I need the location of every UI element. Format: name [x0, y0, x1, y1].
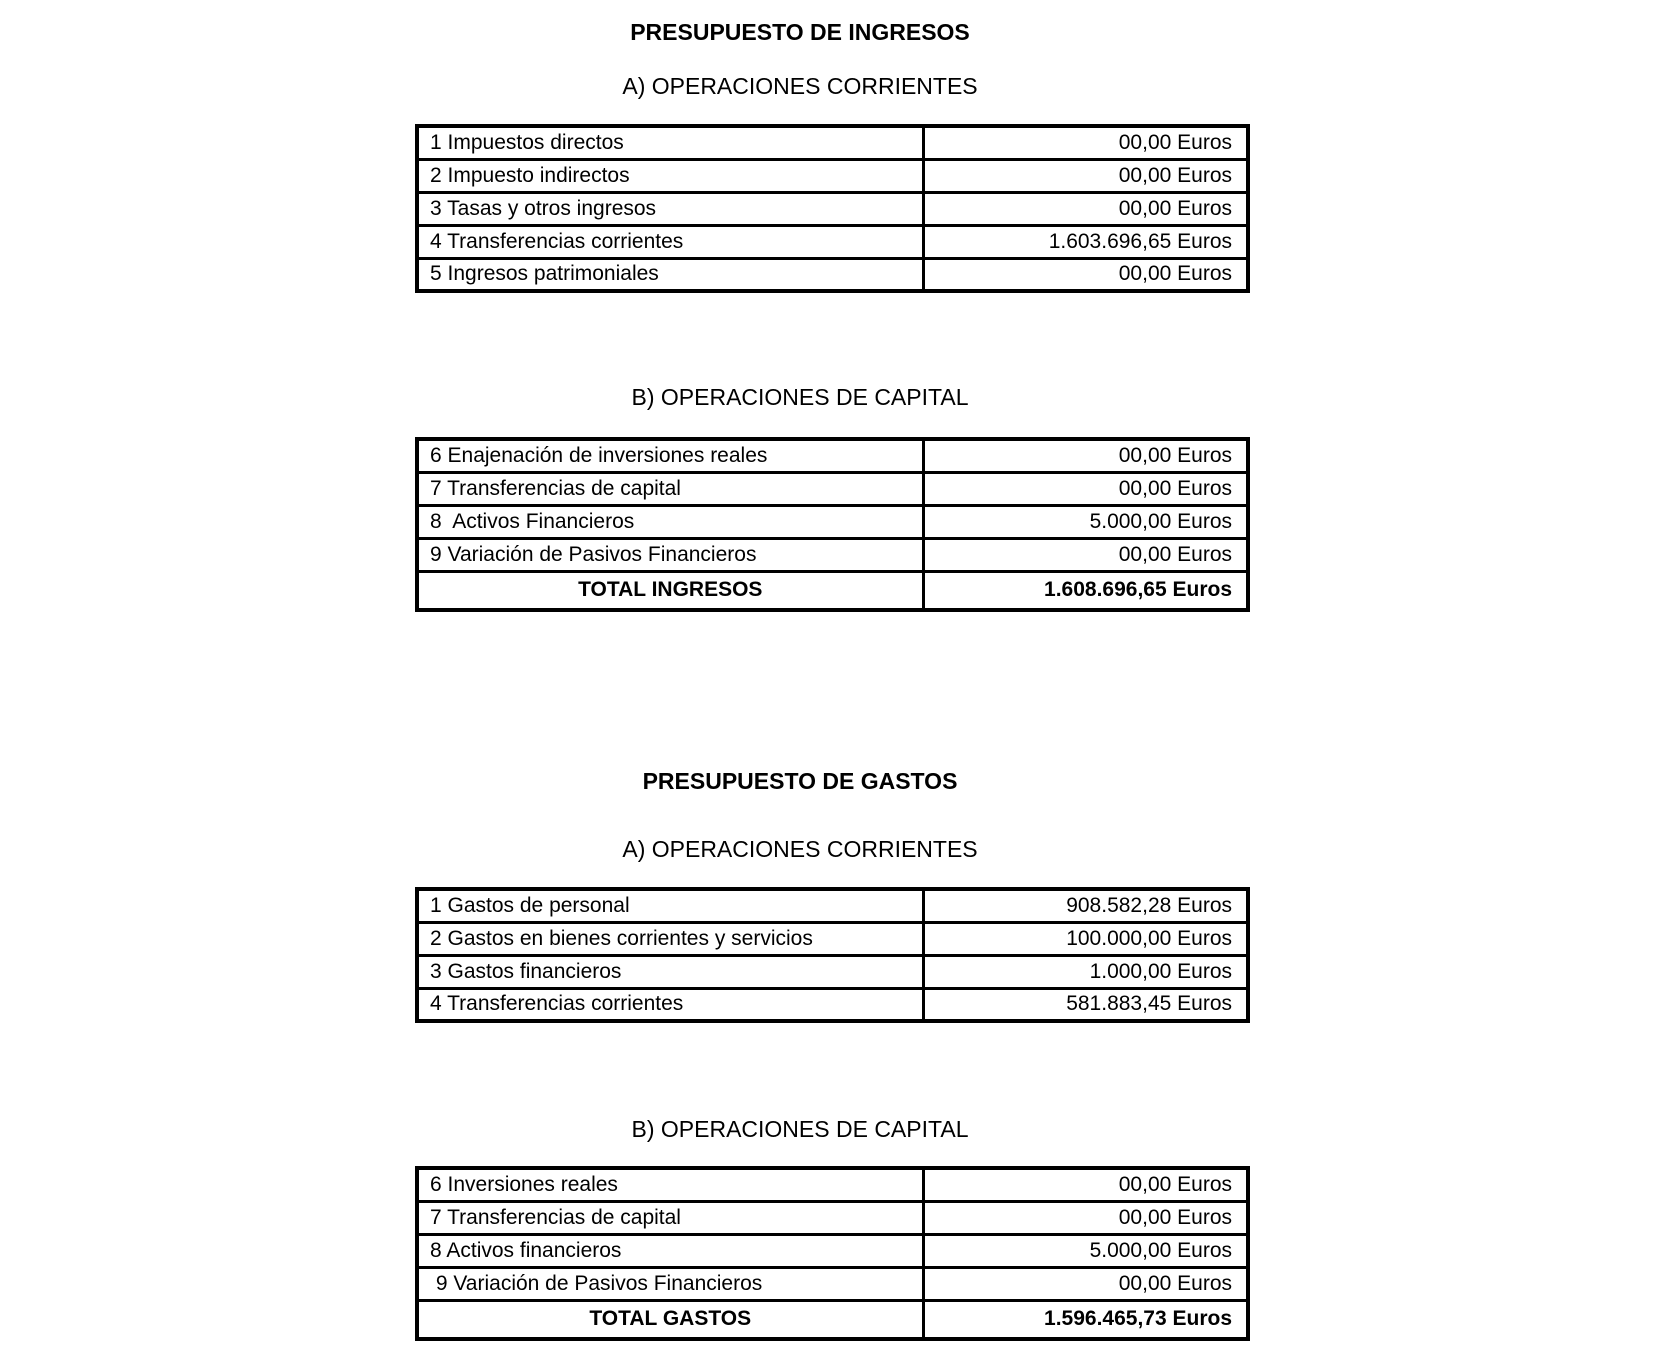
row-value: 00,00 Euros: [923, 258, 1248, 291]
table-row: [417, 126, 1248, 159]
table-row: [417, 955, 1248, 988]
table-row: [417, 225, 1248, 258]
table-gastos-corrientes: [415, 887, 1250, 1023]
total-value: 1.596.465,73 Euros: [923, 1300, 1248, 1339]
row-label: 3 Tasas y otros ingresos: [417, 192, 923, 225]
table-row: [417, 1168, 1248, 1201]
row-label: 7 Transferencias de capital: [417, 1201, 923, 1234]
table-row: [417, 1201, 1248, 1234]
total-row-ingresos: [417, 571, 1248, 610]
row-value: 00,00 Euros: [923, 192, 1248, 225]
row-label: 8 Activos financieros: [417, 1234, 923, 1267]
table-ingresos-corrientes: [415, 124, 1250, 293]
row-label: 1 Impuestos directos: [417, 126, 923, 159]
table-row: [417, 159, 1248, 192]
row-value: 100.000,00 Euros: [923, 922, 1248, 955]
table-row: [417, 505, 1248, 538]
table-row: [417, 1267, 1248, 1300]
row-label: 3 Gastos financieros: [417, 955, 923, 988]
budget-title-ingresos: PRESUPUESTO DE INGRESOS: [630, 19, 970, 45]
row-label: 5 Ingresos patrimoniales: [417, 258, 923, 291]
table-row: [417, 472, 1248, 505]
section-heading-ingresos-capital: B) OPERACIONES DE CAPITAL: [631, 384, 969, 410]
row-value: 908.582,28 Euros: [923, 889, 1248, 922]
row-value: 00,00 Euros: [923, 1168, 1248, 1201]
row-value: 00,00 Euros: [923, 439, 1248, 472]
row-label: 6 Inversiones reales: [417, 1168, 923, 1201]
table-row: [417, 258, 1248, 291]
table-row: [417, 192, 1248, 225]
table-row: [417, 1234, 1248, 1267]
row-value: 00,00 Euros: [923, 126, 1248, 159]
row-label: 4 Transferencias corrientes: [417, 225, 923, 258]
row-value: 5.000,00 Euros: [923, 1234, 1248, 1267]
table-row: [417, 889, 1248, 922]
row-label: 9 Variación de Pasivos Financieros: [417, 1267, 923, 1300]
section-heading-gastos-corrientes: A) OPERACIONES CORRIENTES: [622, 836, 978, 862]
row-value: 00,00 Euros: [923, 159, 1248, 192]
total-label: TOTAL GASTOS: [417, 1300, 923, 1339]
section-heading-gastos-capital: B) OPERACIONES DE CAPITAL: [631, 1116, 969, 1142]
row-value: 00,00 Euros: [923, 538, 1248, 571]
row-label: 7 Transferencias de capital: [417, 472, 923, 505]
row-label: 6 Enajenación de inversiones reales: [417, 439, 923, 472]
section-heading-ingresos-corrientes: A) OPERACIONES CORRIENTES: [622, 73, 978, 99]
table-row: [417, 439, 1248, 472]
table-gastos-capital: [415, 1166, 1250, 1341]
table-row: [417, 922, 1248, 955]
row-label: 2 Gastos en bienes corrientes y servicios: [417, 922, 923, 955]
row-value: 00,00 Euros: [923, 472, 1248, 505]
row-label: 9 Variación de Pasivos Financieros: [417, 538, 923, 571]
total-value: 1.608.696,65 Euros: [923, 571, 1248, 610]
row-value: 1.000,00 Euros: [923, 955, 1248, 988]
row-value: 581.883,45 Euros: [923, 988, 1248, 1021]
budget-title-gastos: PRESUPUESTO DE GASTOS: [642, 768, 958, 794]
row-label: 8 Activos Financieros: [417, 505, 923, 538]
table-ingresos-capital: [415, 437, 1250, 612]
row-label: 1 Gastos de personal: [417, 889, 923, 922]
row-label: 2 Impuesto indirectos: [417, 159, 923, 192]
total-label: TOTAL INGRESOS: [417, 571, 923, 610]
row-value: 00,00 Euros: [923, 1201, 1248, 1234]
row-value: 00,00 Euros: [923, 1267, 1248, 1300]
row-value: 5.000,00 Euros: [923, 505, 1248, 538]
row-label: 4 Transferencias corrientes: [417, 988, 923, 1021]
table-row: [417, 988, 1248, 1021]
total-row-gastos: [417, 1300, 1248, 1339]
row-value: 1.603.696,65 Euros: [923, 225, 1248, 258]
table-row: [417, 538, 1248, 571]
